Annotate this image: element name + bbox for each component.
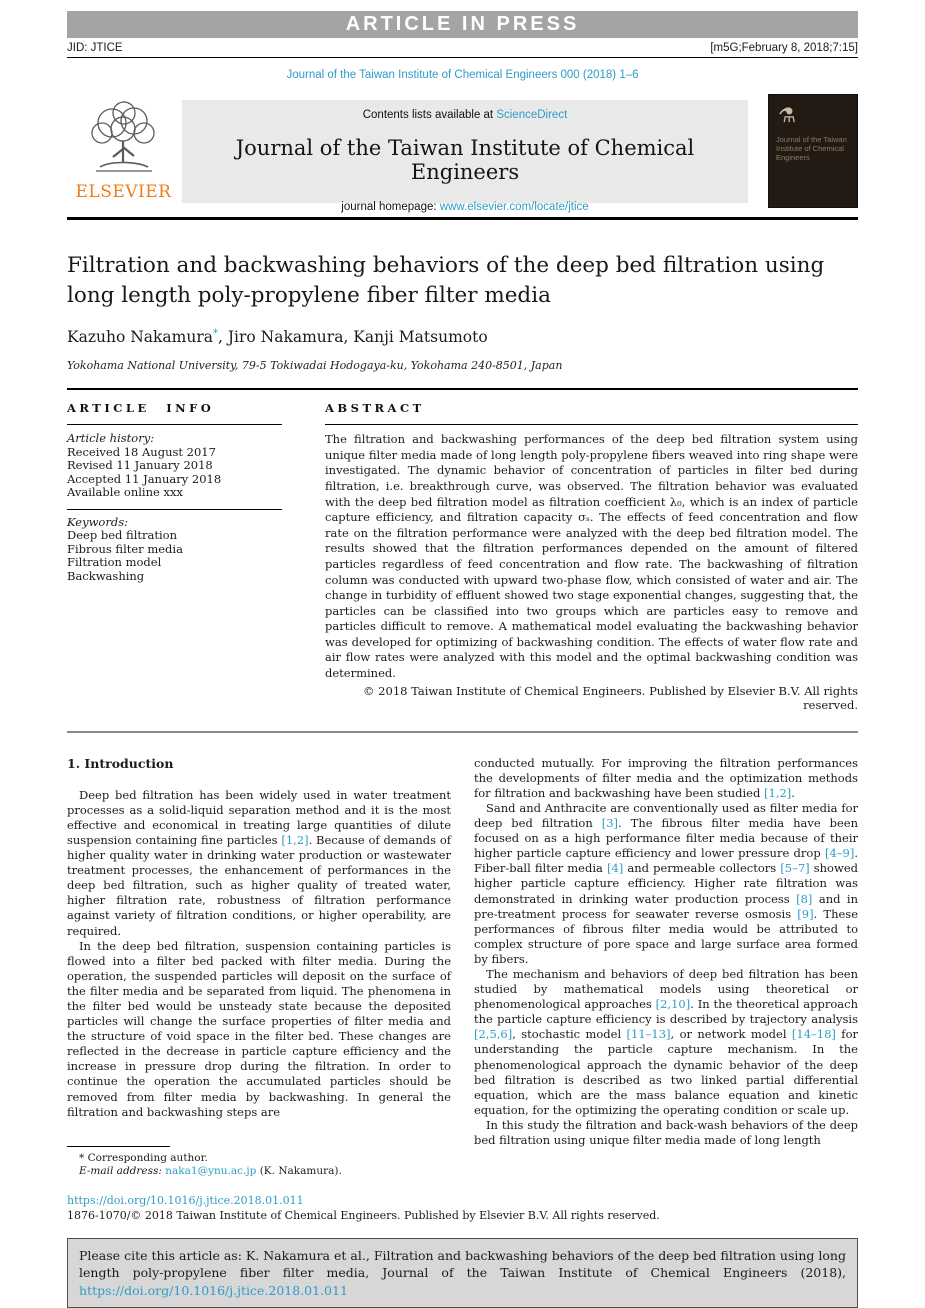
citation-box: [67, 1238, 858, 1308]
journal-header-box: [182, 100, 748, 213]
abstract-copyright-line: © 2018 Taiwan Institute of Chemical Engineers. Published by Elsevier B.V. All rights reserved.: [363, 683, 858, 712]
citation-ref[interactable]: [8]: [796, 891, 813, 906]
authors-rest: , Jiro Nakamura, Kanji Matsumoto: [217, 328, 488, 347]
title-divider-rule: [67, 388, 858, 390]
timestamp-stamp: [m5G;February 8, 2018;7:15]: [710, 42, 858, 54]
abstract-rule: [325, 424, 858, 425]
citation-ref[interactable]: [5–7]: [780, 861, 810, 876]
keywords-label: Keywords:: [67, 514, 128, 529]
corresponding-author-marker[interactable]: *: [212, 328, 218, 339]
citation-ref[interactable]: [11–13]: [626, 1027, 671, 1042]
paragraph: Deep bed filtration has been widely used in water treatment processes as a solid-liquid separation method and it is the most effective and economical in treating large quantities of dilute suspension containing fine particles [1,2]. Because of demands of higher quality water in drinking water production or wastewater treatment processes, the enhancement of performances in the deep bed filtration, such as higher quality of treated water, higher filtration rate, robustness of filtration performance against variety of filtration conditions, or higher operability, are required.: [67, 787, 451, 938]
section-heading-introduction: 1. Introduction: [67, 755, 174, 771]
keywords-rule: [67, 509, 282, 510]
article-info-rule: [67, 424, 282, 425]
citation-doi-link[interactable]: https://doi.org/10.1016/j.jtice.2018.01.011: [79, 1282, 348, 1298]
citation-text: Please cite this article as: K. Nakamura et al., Filtration and backwashing behaviors of the deep bed filtration using long length poly-propylene fiber filter media, Journal of the Taiwan Institute of Chemical Engineers (2018),: [79, 1247, 846, 1281]
citation-ref[interactable]: [3]: [601, 816, 619, 831]
footnote-block: [67, 1146, 451, 1179]
elsevier-logo: [67, 101, 180, 202]
homepage-line: journal homepage: www.elsevier.com/locate/jtice: [341, 200, 589, 213]
citation-ref[interactable]: [4–9]: [824, 846, 855, 861]
article-title: [67, 251, 858, 311]
citation-ref[interactable]: [9]: [797, 906, 814, 921]
email-link[interactable]: naka1@ynu.ac.jp: [165, 1165, 257, 1178]
history-item: Received 18 August 2017: [67, 444, 216, 459]
abstract-divider-rule: [67, 731, 858, 733]
citation-ref[interactable]: [2,10]: [655, 997, 691, 1012]
footnote-marker: *: [79, 1151, 85, 1164]
elsevier-tree-icon: [67, 101, 180, 181]
citation-ref[interactable]: [2,5,6]: [474, 1027, 513, 1042]
journal-cover-thumbnail: [768, 94, 858, 208]
journal-reference-link[interactable]: Journal of the Taiwan Institute of Chemical Engineers 000 (2018) 1–6: [286, 69, 639, 81]
journal-header-band: [67, 94, 858, 213]
body-right-column: [474, 756, 858, 1179]
header-divider-rule: [67, 217, 858, 220]
paper-page: [0, 11, 925, 1298]
email-suffix: (K. Nakamura).: [259, 1165, 342, 1178]
jid-label: JID: JTICE: [67, 42, 123, 54]
article-history-label: Article history:: [67, 431, 155, 446]
paragraph: In this study the filtration and back-wash behaviors of the deep bed filtration using unique filter media made of long length: [474, 1117, 858, 1147]
author-list: [67, 328, 858, 346]
history-item: Revised 11 January 2018: [67, 458, 213, 473]
paragraph: In the deep bed filtration, suspension containing particles is flowed into a filter bed packed with filter media. During the operation, the suspended particles will deposit on the surface of the filter media and be separated from liquid. The phenomena in the filter bed would be unsteady state because the deposited particles will change the surface properties of filter media and the structure of void space in the filter bed. These changes are reflected in the decrease in particle capture efficiency and the increase in pressure drop during the filtration. In order to continue the operation the accumulated particles should be removed from filter media by backwashing. In general the filtration and backwashing steps are: [67, 938, 451, 1119]
doi-link[interactable]: https://doi.org/10.1016/j.jtice.2018.01.011: [67, 1193, 304, 1207]
cover-flask-icon: ⚗: [778, 103, 796, 127]
citation-ref[interactable]: [4]: [606, 861, 624, 876]
journal-title: Journal of the Taiwan Institute of Chemical Engineers: [235, 135, 695, 184]
journal-homepage-link[interactable]: www.elsevier.com/locate/jtice: [439, 200, 589, 213]
citation-ref[interactable]: [1,2]: [281, 832, 309, 847]
issn-copyright-line: 1876-1070/© 2018 Taiwan Institute of Chemical Engineers. Published by Elsevier B.V. All rights reserved.: [67, 1208, 660, 1222]
abstract-text: The filtration and backwashing performances of the deep bed filtration system using unique filter media made of long length poly-propylene fibers weaved into ring shape were investigated. The dynamic behavior of concentration of particles in filter bed during filtration, i.e. breakthrough curve, was observed. The filtration behavior was evaluated with the deep bed filtration model as filtration coefficient λ₀, which is an index of particle capture efficiency, and filtration capacity σₛ. The effects of feed concentration and flow rate on the filtration performance were analyzed with the deep bed filtration model. The results showed that the filtration performances depended on the amount of filtered particles regardless of feed concentration and flow rate. The backwashing of filtration column was conducted with upward two-phase flow, which consisted of water and air. The change in turbidity of effluent showed two stage exponential changes, suggesting that, the particles can be classified into two groups which are particles easy to remove and particles difficult to remove. A mathematical model evaluating the backwashing behavior was developed for optimizing of backwashing condition. The effects of water flow rate and air flow rates were analyzed with this model and the optimal backwashing condition was determined.: [325, 432, 858, 681]
paragraph: Sand and Anthracite are conventionally used as filter media for deep bed filtration [3]. The fibrous filter media have been focused on as a high performance filter media because of their higher particle capture efficiency and lower pressure drop [4–9]. Fiber-ball filter media [4] and permeable collectors [5–7] showed higher particle capture efficiency. Higher rate filtration was demonstrated in drinking water production process [8] and in pre-treatment process for seawater reverse osmosis [9]. These performances of fibrous filter media would be attributed to complex structure of pore space and large surface area formed by fibers.: [474, 800, 858, 966]
citation-ref[interactable]: [14–18]: [791, 1027, 836, 1042]
jid-row: [67, 38, 858, 58]
article-title-line1: Filtration and backwashing behaviors of the deep bed filtration using: [67, 253, 825, 278]
article-info-heading: ARTICLE INFO: [67, 401, 215, 416]
cover-caption: Journal of the Taiwan Institute of Chemical Engineers: [776, 135, 847, 162]
keyword-item: Backwashing: [67, 568, 145, 583]
corresponding-author-note: * Corresponding author.: [79, 1151, 208, 1164]
author-first: Kazuho Nakamura: [67, 328, 213, 347]
body-left-column: [67, 756, 451, 1179]
keyword-item: Fibrous filter media: [67, 541, 183, 556]
keyword-item: Filtration model: [67, 555, 162, 570]
contents-line: Contents lists available at ScienceDirect: [362, 108, 568, 121]
email-line: [67, 1165, 451, 1179]
email-label: E-mail address:: [79, 1165, 162, 1178]
info-abstract-section: [67, 401, 858, 712]
elsevier-wordmark: ELSEVIER: [75, 181, 172, 202]
sciencedirect-link[interactable]: ScienceDirect: [496, 108, 568, 121]
article-body: [67, 756, 858, 1179]
history-item: Accepted 11 January 2018: [67, 471, 222, 486]
history-item: Available online xxx: [67, 485, 183, 500]
citation-ref[interactable]: [1,2]: [764, 785, 792, 800]
article-title-line2: long length poly-propylene fiber filter media: [67, 283, 551, 308]
paragraph: conducted mutually. For improving the filtration performances the developments of filter media and the optimization methods for filtration and backwashing have been studied [1,2].: [474, 755, 858, 800]
keyword-item: Deep bed filtration: [67, 528, 177, 543]
paragraph: The mechanism and behaviors of deep bed filtration has been studied by mathematical models using theoretical or phenomenological approaches [2,10]. In the theoretical approach the particle capture efficiency is described by trajectory analysis [2,5,6], stochastic model [11–13], or network model [14–18] for understanding the particle capture mechanism. In the phenomenological approach the dynamic behavior of the deep bed filtration is described as two linked partial differential equation, which are the mass balance equation and kinetic equation, for the optimizing the operating condition or scale up.: [474, 966, 858, 1117]
affiliation: Yokohama National University, 79-5 Tokiwadai Hodogaya-ku, Yokohama 240-8501, Japan: [67, 359, 563, 373]
journal-reference-line: [67, 69, 858, 81]
doi-block: [67, 1193, 858, 1223]
article-in-press-banner: ARTICLE IN PRESS: [67, 11, 858, 38]
footnote-rule: [67, 1146, 170, 1147]
abstract-heading: ABSTRACT: [325, 401, 425, 416]
article-info-column: [67, 401, 282, 712]
abstract-column: [325, 401, 858, 712]
